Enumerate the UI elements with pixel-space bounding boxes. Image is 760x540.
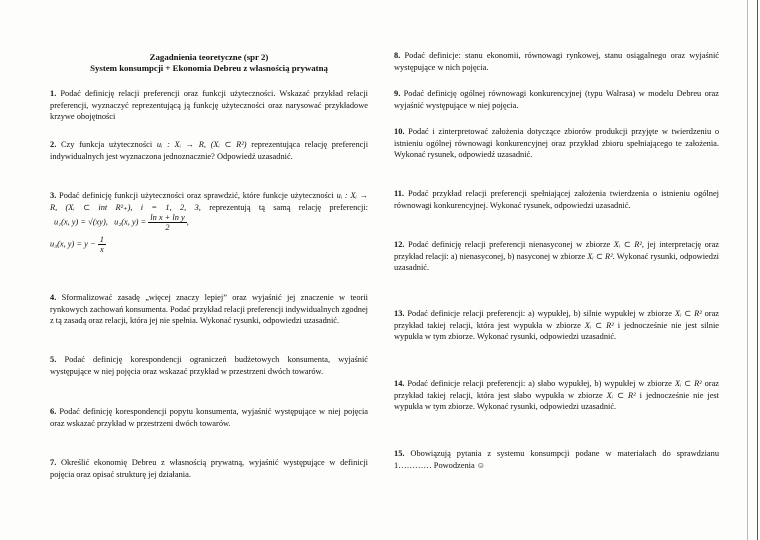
- fraction-denominator: 2: [165, 223, 170, 233]
- formula: Xᵢ ⊂ R²: [606, 390, 636, 400]
- question-number: 11.: [394, 189, 405, 198]
- question-number: 5.: [50, 355, 57, 364]
- question-number: 7.: [50, 458, 57, 467]
- question-text: oraz przykład takiej relacji, która jest wypukła w zbiorze: [394, 309, 720, 330]
- question-number: 12.: [394, 240, 405, 249]
- question-text: Podać i zinterpretować założenia dotyczące zbiorów produkcji przyjęte w twierdzeniu o istnieniu ogólnej równowagi konkurencyjnej oraz przykład zbioru spełniającego te założenia. Wykonać rysunek, odpowiedź uzasadnić.: [394, 127, 720, 160]
- question-text: Wykonać rysunki, odpowiedzi uzasadnić.: [394, 251, 719, 273]
- question-text: Określić ekonomię Debreu z własnością prywatną, wyjaśnić występujące w definicji pojęcia oraz opisać strukturę jej działania.: [50, 458, 368, 479]
- formula: Xᵢ ⊂ R²,: [613, 240, 644, 249]
- question-12: [394, 239, 719, 274]
- scan-edge-line: [747, 0, 748, 540]
- question-text: Podać definicję korespondencji popytu konsumenta, wyjaśnić występujące w niej pojęcia oraz wskazać przykład w przestrzeni dwóch towarów.: [50, 407, 369, 428]
- formula-u3: u₃(x, y) = y −: [50, 239, 96, 249]
- formula: Xᵢ ⊂ R².: [587, 251, 615, 261]
- question-2: [50, 139, 368, 162]
- question-text: Podać przykład relacji preferencji spełniającej założenia twierdzenia o istnieniu ogólnej równowagi konkurencyjnej. Wykonać rysunek, odpowiedzi uzasadnić.: [394, 189, 720, 210]
- formula-u1: u₁(x, y) = √(xy),: [54, 217, 108, 227]
- fraction-u2: [148, 213, 187, 232]
- question-4: [50, 292, 368, 327]
- question-number: 10.: [394, 127, 405, 136]
- question-text: Podać definicje relacji preferencji: a) wypukłej, b) silnie wypukłej w zbiorze: [407, 309, 673, 318]
- fraction-denominator: x: [99, 245, 104, 255]
- question-number: 4.: [50, 293, 57, 302]
- question-text: oraz przykład takiej relacji, która jest słabo wypukła w zbiorze: [394, 379, 720, 400]
- question-number: 15.: [394, 449, 405, 458]
- question-text: Obowiązują pytania z systemu konsumpcji podane w materiałach do sprawdzianu 1………… Powodzenia ☺: [394, 449, 720, 470]
- formula: Xᵢ ⊂ R²: [674, 379, 702, 388]
- question-13: [394, 308, 719, 343]
- question-3: 3. Podać definicję funkcji użyteczności oraz sprawdzić, które funkcje użyteczności uᵢ : Xᵢ → R, (Xᵢ ⊂ int R²₊), i = 1, 2, 3, reprezentują tą samą relację preferencji: u₁(x, y) = √(xy), u₂(x, y) = $\frac{\text{ln x + ln y}}{2}$ , u₃(x, y) = y − $\frac{1}{x}$: [50, 191, 369, 255]
- page-title: [50, 52, 368, 74]
- question-number: 9.: [394, 89, 401, 98]
- question-15: [394, 448, 719, 471]
- question-1: [50, 88, 368, 123]
- question-text: Sformalizować zasadę „więcej znaczy lepiej” oraz wyjaśnić jej znaczenie w teorii rynkowych zachowań konsumenta. Podać przykład relacji preferencji indywidualnych zgodnej z tą zasadą oraz relacji, która jej nie spełnia. Wykonać rysunki, odpowiedzi uzasadnić.: [50, 293, 369, 326]
- fraction-numerator: ln x + ln y: [150, 213, 185, 223]
- scan-edge-line: [757, 0, 758, 540]
- question-text: Podać definicję ogólnej równowagi konkurencyjnej (typu Walrasa) w modelu Debreu oraz wyjaśnić występujące w niej pojęcia.: [394, 89, 719, 110]
- title-line-2: System konsumpcji + Ekonomia Debreu z własnością prywatną: [90, 63, 328, 73]
- question-6: [50, 406, 368, 429]
- question-10: [394, 126, 719, 161]
- question-text: reprezentująca relację preferencji indywidualnych jest wyznaczona jednoznacznie? Odpowiedź uzasadnić.: [50, 140, 369, 161]
- formula-u2-lhs: u₂(x, y) =: [114, 217, 147, 227]
- question-8: [394, 50, 719, 73]
- question-number: 8.: [394, 51, 401, 60]
- formula: Xᵢ ⊂ R²: [674, 309, 702, 318]
- question-text: Podać definicję funkcji użyteczności oraz sprawdzić, które funkcje użyteczności: [59, 191, 334, 200]
- question-number: 14.: [394, 379, 405, 388]
- question-number: 3.: [50, 191, 57, 200]
- question-text: jej interpretację oraz przykład relacji: a) nienasyconej, b) nasyconej w zbiorze: [394, 240, 720, 261]
- fraction-u3: [98, 235, 106, 254]
- question-14: [394, 378, 719, 413]
- formula: uᵢ : Xᵢ → R, (Xᵢ ⊂ R²): [156, 140, 247, 149]
- formula: uᵢ : Xᵢ → R, (Xᵢ ⊂ int R²₊), i = 1, 2, 3,: [50, 191, 369, 212]
- question-11: [394, 188, 719, 211]
- question-5: [50, 354, 368, 377]
- question-number: 6.: [50, 407, 57, 416]
- question-text: i jednocześnie nie jest wypukła w tym zbiorze. Wykonać rysunki, odpowiedzi uzasadnić.: [394, 390, 720, 412]
- question-text: Podać definicje relacji preferencji: a) słabo wypukłej, b) wypukłej w zbiorze: [407, 379, 672, 388]
- question-text: Czy funkcja użyteczności: [60, 140, 153, 149]
- question-7: [50, 457, 368, 480]
- question-number: 2.: [50, 140, 57, 149]
- question-text: Podać definicję relacji preferencji nienasyconej w zbiorze: [407, 240, 611, 249]
- question-text: i jednocześnie nie jest silnie wypukła w tym zbiorze. Wykonać rysunki, odpowiedzi uzasadnić.: [394, 320, 720, 342]
- title-line-1: Zagadnienia teoretyczne (spr 2): [149, 52, 269, 62]
- formula: Xᵢ ⊂ R²: [584, 320, 614, 330]
- question-text: Podać definicje: stanu ekonomii, równowagi rynkowej, stanu osiągalnego oraz wyjaśnić występujące w nich pojęcia.: [394, 51, 720, 72]
- question-text: Podać definicję korespondencji ograniczeń budżetowych konsumenta, wyjaśnić występujące w niej pojęcia oraz wskazać przykład w przestrzeni dwóch towarów.: [50, 355, 369, 376]
- fraction-numerator: 1: [99, 235, 104, 245]
- question-number: 1.: [50, 89, 57, 98]
- question-9: [394, 88, 719, 111]
- question-number: 13.: [394, 309, 405, 318]
- question-text: Podać definicję relacji preferencji oraz funkcji użyteczności. Wskazać przykład relacji preferencji, wyznaczyć reprezentującą ją funkcję użyteczności oraz narysować przykładowe krzywe obojętności: [50, 89, 369, 122]
- question-text: reprezentują tą samą relację preferencji:: [209, 202, 368, 212]
